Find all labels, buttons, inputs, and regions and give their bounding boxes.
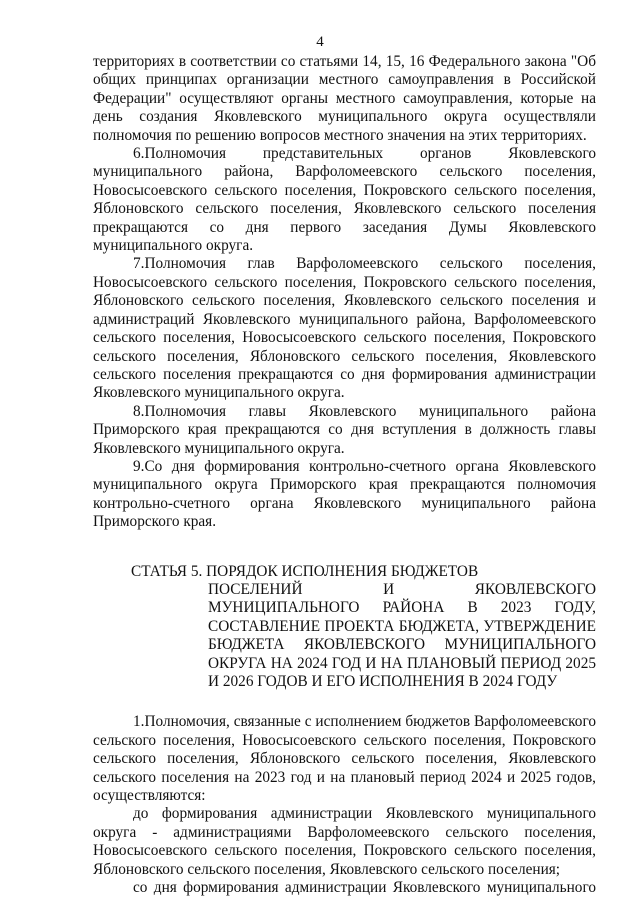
document-body [93, 53, 596, 897]
paragraph-before-formation: до формирования администрации Яковлевского муниципального округа - администрациями Варфоломеевского сельского поселения, Новосысоевского сельского поселения, Покровского сельского поселения, Яблоновского сельского поселения, Яковлевского сельского поселения; [93, 805, 596, 878]
page-number: 4 [316, 34, 324, 50]
paragraph-item-1: 1.Полномочия, связанные с исполнением бюджетов Варфоломеевского сельского поселения, Новосысоевского сельского поселения, Покровского сельского поселения, Яблоновского сельского поселения, Яковлевского сельского поселения на 2023 год и на плановый период 2024 и 2025 годов, осуществляются: [93, 713, 596, 805]
paragraph-item-8: 8.Полномочия главы Яковлевского муниципального района Приморского края прекращаются со дня вступления в должность главы Яковлевского муниципального округа. [93, 402, 596, 457]
article-heading-first-line: СТАТЬЯ 5. ПОРЯДОК ИСПОЛНЕНИЯ БЮДЖЕТОВ [131, 562, 479, 580]
article-heading [93, 563, 596, 692]
paragraph-after-formation: со дня формирования администрации Яковлевского муниципального [133, 879, 596, 897]
paragraph: территориях в соответствии со статьями 14, 15, 16 Федерального закона "Об общих принципах организации местного самоуправления в Российской Федерации" осуществляют органы местного самоуправления, которые на день создания Яковлевского муниципального округа осуществляли полномочия по решению вопросов местного значения на этих территориях. [93, 53, 596, 144]
paragraph-item-9: 9.Со дня формирования контрольно-счетного органа Яковлевского муниципального округа Приморского края прекращаются полномочия контрольно-счетного органа Яковлевского муниципального района Приморского края. [93, 457, 596, 531]
paragraph-item-7: 7.Полномочия глав Варфоломеевского сельского поселения, Новосысоевского сельского поселения, Покровского сельского поселения, Яблоновского сельского поселения, Яковлевского сельского поселения и администраций Яковлевского муниципального района, Варфоломеевского сельского поселения, Новосысоевского сельского поселения, Покровского сельского поселения, Яблоновского сельского поселения, Яковлевского сельского поселения прекращаются со дня формирования администрации Яковлевского муниципального округа. [93, 255, 596, 402]
article-heading-rest: ПОСЕЛЕНИЙ И ЯКОВЛЕВСКОГО МУНИЦИПАЛЬНОГО РАЙОНА В 2023 ГОДУ, СОСТАВЛЕНИЕ ПРОЕКТА БЮДЖЕТА, УТВЕРЖДЕНИЕ БЮДЖЕТА ЯКОВЛЕВСКОГО МУНИЦИПАЛЬНОГО ОКРУГА НА 2024 ГОД И НА ПЛАНОВЫЙ ПЕРИОД 2025 И 2026 ГОДОВ И ЕГО ИСПОЛНЕНИЯ В 2024 ГОДУ [208, 580, 596, 690]
paragraph-item-6: 6.Полномочия представительных органов Яковлевского муниципального района, Варфоломеевского сельского поселения, Новосысоевского сельского поселения, Покровского сельского поселения, Яблоновского сельского поселения, Яковлевского сельского поселения прекращаются со дня первого заседания Думы Яковлевского муниципального округа. [93, 145, 596, 255]
